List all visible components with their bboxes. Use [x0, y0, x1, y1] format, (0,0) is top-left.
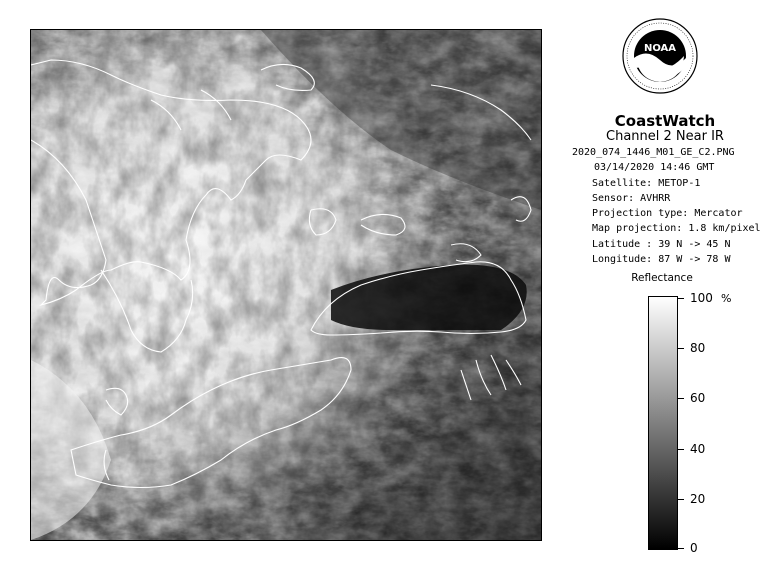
colorbar-tick [678, 449, 684, 450]
projection-type-label: Projection type: Mercator [592, 208, 743, 220]
datetime: 03/14/2020 14:46 GMT [594, 162, 715, 174]
map-projection-label: Map projection: 1.8 km/pixel [592, 223, 761, 235]
sensor-label: Sensor: AVHRR [592, 192, 671, 204]
colorbar-unit: % [721, 292, 732, 305]
longitude-label: Longitude: 87 W -> 78 W [592, 254, 731, 266]
satellite-image [30, 29, 542, 541]
colorbar-tick-label: 20 [690, 492, 706, 506]
channel-title: Channel 2 Near IR [606, 129, 724, 144]
filename: 2020_074_1446_M01_GE_C2.PNG [572, 147, 735, 158]
brand-title: CoastWatch [614, 112, 716, 130]
colorbar-tick [678, 548, 684, 549]
colorbar-tick-label: 40 [690, 442, 706, 456]
satellite-label: Satellite: METOP-1 [592, 177, 701, 189]
metadata-block [572, 145, 772, 267]
colorbar-tick-label: 0 [690, 541, 698, 555]
noaa-logo-text: NOAA [643, 43, 677, 54]
latitude-label: Latitude : 39 N -> 45 N [592, 238, 731, 250]
colorbar-tick [678, 499, 684, 500]
colorbar-tick-label: 60 [690, 391, 706, 405]
colorbar [648, 296, 678, 550]
colorbar-tick-label: 80 [690, 341, 706, 355]
colorbar-tick [678, 298, 684, 299]
colorbar-title: Reflectance [631, 272, 693, 284]
colorbar-tick-label: 100 [690, 291, 713, 305]
colorbar-tick [678, 348, 684, 349]
noaa-logo [622, 18, 698, 94]
colorbar-tick [678, 398, 684, 399]
